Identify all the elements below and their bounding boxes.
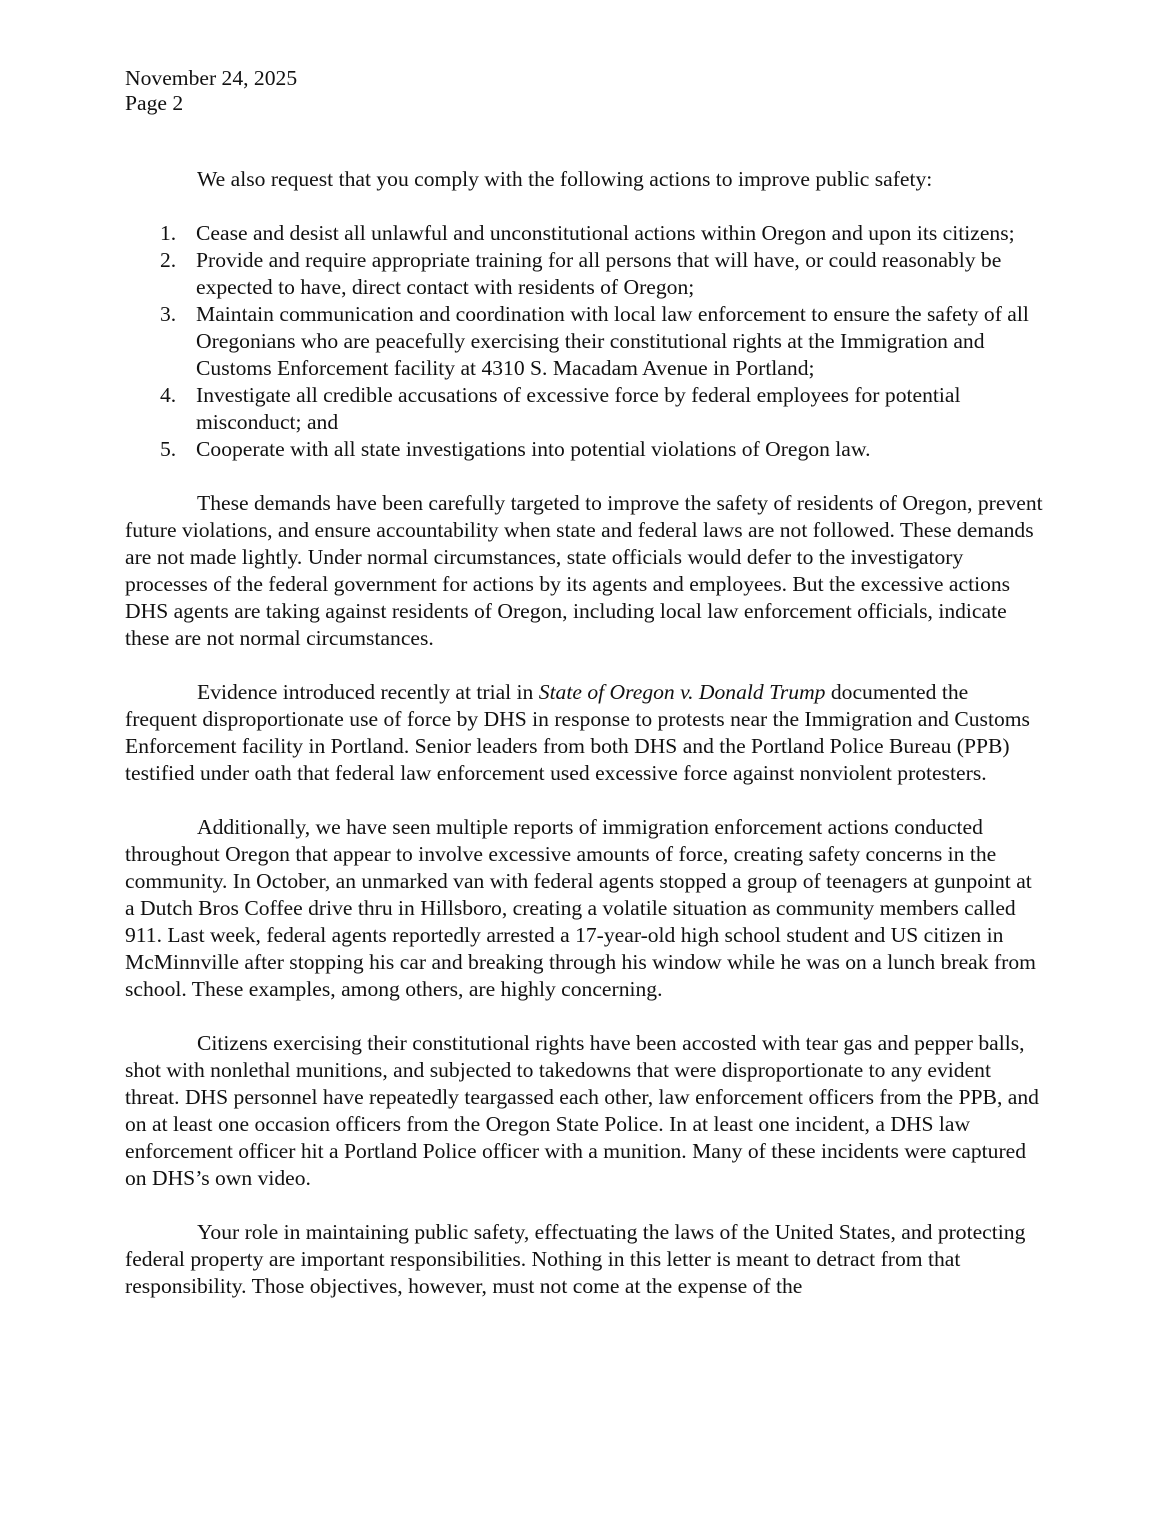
letter-date: November 24, 2025 [125,66,298,90]
paragraph-gap [125,652,1045,679]
action-number: 2. [160,248,177,272]
action-number: 1. [160,221,177,245]
action-number: 3. [160,302,177,326]
demands-paragraph: These demands have been carefully targeted to improve the safety of residents of Oregon, prevent future violations, and ensure accountability when state and federal laws are not followed. These demands are not made lightly. Under normal circumstances, state officials would defer to the investigatory processes of the federal government for actions by its agents and employees. But the excessive actions DHS agents are taking against residents of Oregon, including local law enforcement officials, indicate these are not normal circumstances. [125,491,1043,650]
case-name: State of Oregon v. Donald Trump [538,680,826,704]
action-number: 5. [160,437,177,461]
page-header [125,66,297,116]
evidence-text-after: documented the frequent disproportionate use of force by DHS in response to protests near the Immigration and Customs Enforcement facility in Portland. Senior leaders from both DHS and the Portland Police Bureau (PPB) testified under oath that federal law enforcement used excessive force against nonviolent protesters. [125,680,1030,785]
action-text: Provide and require appropriate training for all persons that will have, or could reasonably be expected to have, direct contact with residents of Oregon; [196,248,1002,299]
paragraph-gap [125,1192,1045,1219]
action-number: 4. [160,383,177,407]
action-text: Investigate all credible accusations of excessive force by federal employees for potential misconduct; and [196,383,961,434]
page-number: Page 2 [125,91,184,115]
paragraph-gap [125,787,1045,814]
action-item [125,220,1045,247]
citizens-paragraph: Citizens exercising their constitutional rights have been accosted with tear gas and pepper balls, shot with nonlethal munitions, and subjected to takedowns that were disproportionate to any evident threat. DHS personnel have repeatedly teargassed each other, law enforcement officers from the PPB, and on at least one occasion officers from the Oregon State Police. In at least one incident, a DHS law enforcement officer hit a Portland Police officer with a munition. Many of these incidents were captured on DHS’s own video. [125,1031,1039,1190]
action-item [125,301,1045,382]
evidence-text-before: Evidence introduced recently at trial in [197,680,539,704]
action-text: Cease and desist all unlawful and unconstitutional actions within Oregon and upon its citizens; [196,221,1015,245]
additionally-paragraph: Additionally, we have seen multiple reports of immigration enforcement actions conducted throughout Oregon that appear to involve excessive amounts of force, creating safety concerns in the community. In October, an unmarked van with federal agents stopped a group of teenagers at gunpoint at a Dutch Bros Coffee drive thru in Hillsboro, creating a volatile situation as community members called 911. Last week, federal agents reportedly arrested a 17-year-old high school student and US citizen in McMinnville after stopping his car and breaking through his window while he was on a lunch break from school. These examples, among others, are highly concerning. [125,815,1036,1001]
role-paragraph: Your role in maintaining public safety, effectuating the laws of the United States, and protecting federal property are important responsibilities. Nothing in this letter is meant to detract from that responsibility. Those objectives, however, must not come at the expense of the [125,1220,1026,1298]
action-item [125,247,1045,301]
action-list [125,220,1045,463]
intro-paragraph: We also request that you comply with the following actions to improve public safety: [197,167,933,191]
action-item [125,382,1045,436]
evidence-paragraph [125,679,1045,787]
action-item [125,436,1045,463]
letter-body [125,166,1045,1300]
action-text: Cooperate with all state investigations into potential violations of Oregon law. [196,437,871,461]
action-text: Maintain communication and coordination with local law enforcement to ensure the safety of all Oregonians who are peacefully exercising their constitutional rights at the Immigration and Customs Enforcement facility at 4310 S. Macadam Avenue in Portland; [196,302,1029,380]
paragraph-gap [125,1003,1045,1030]
